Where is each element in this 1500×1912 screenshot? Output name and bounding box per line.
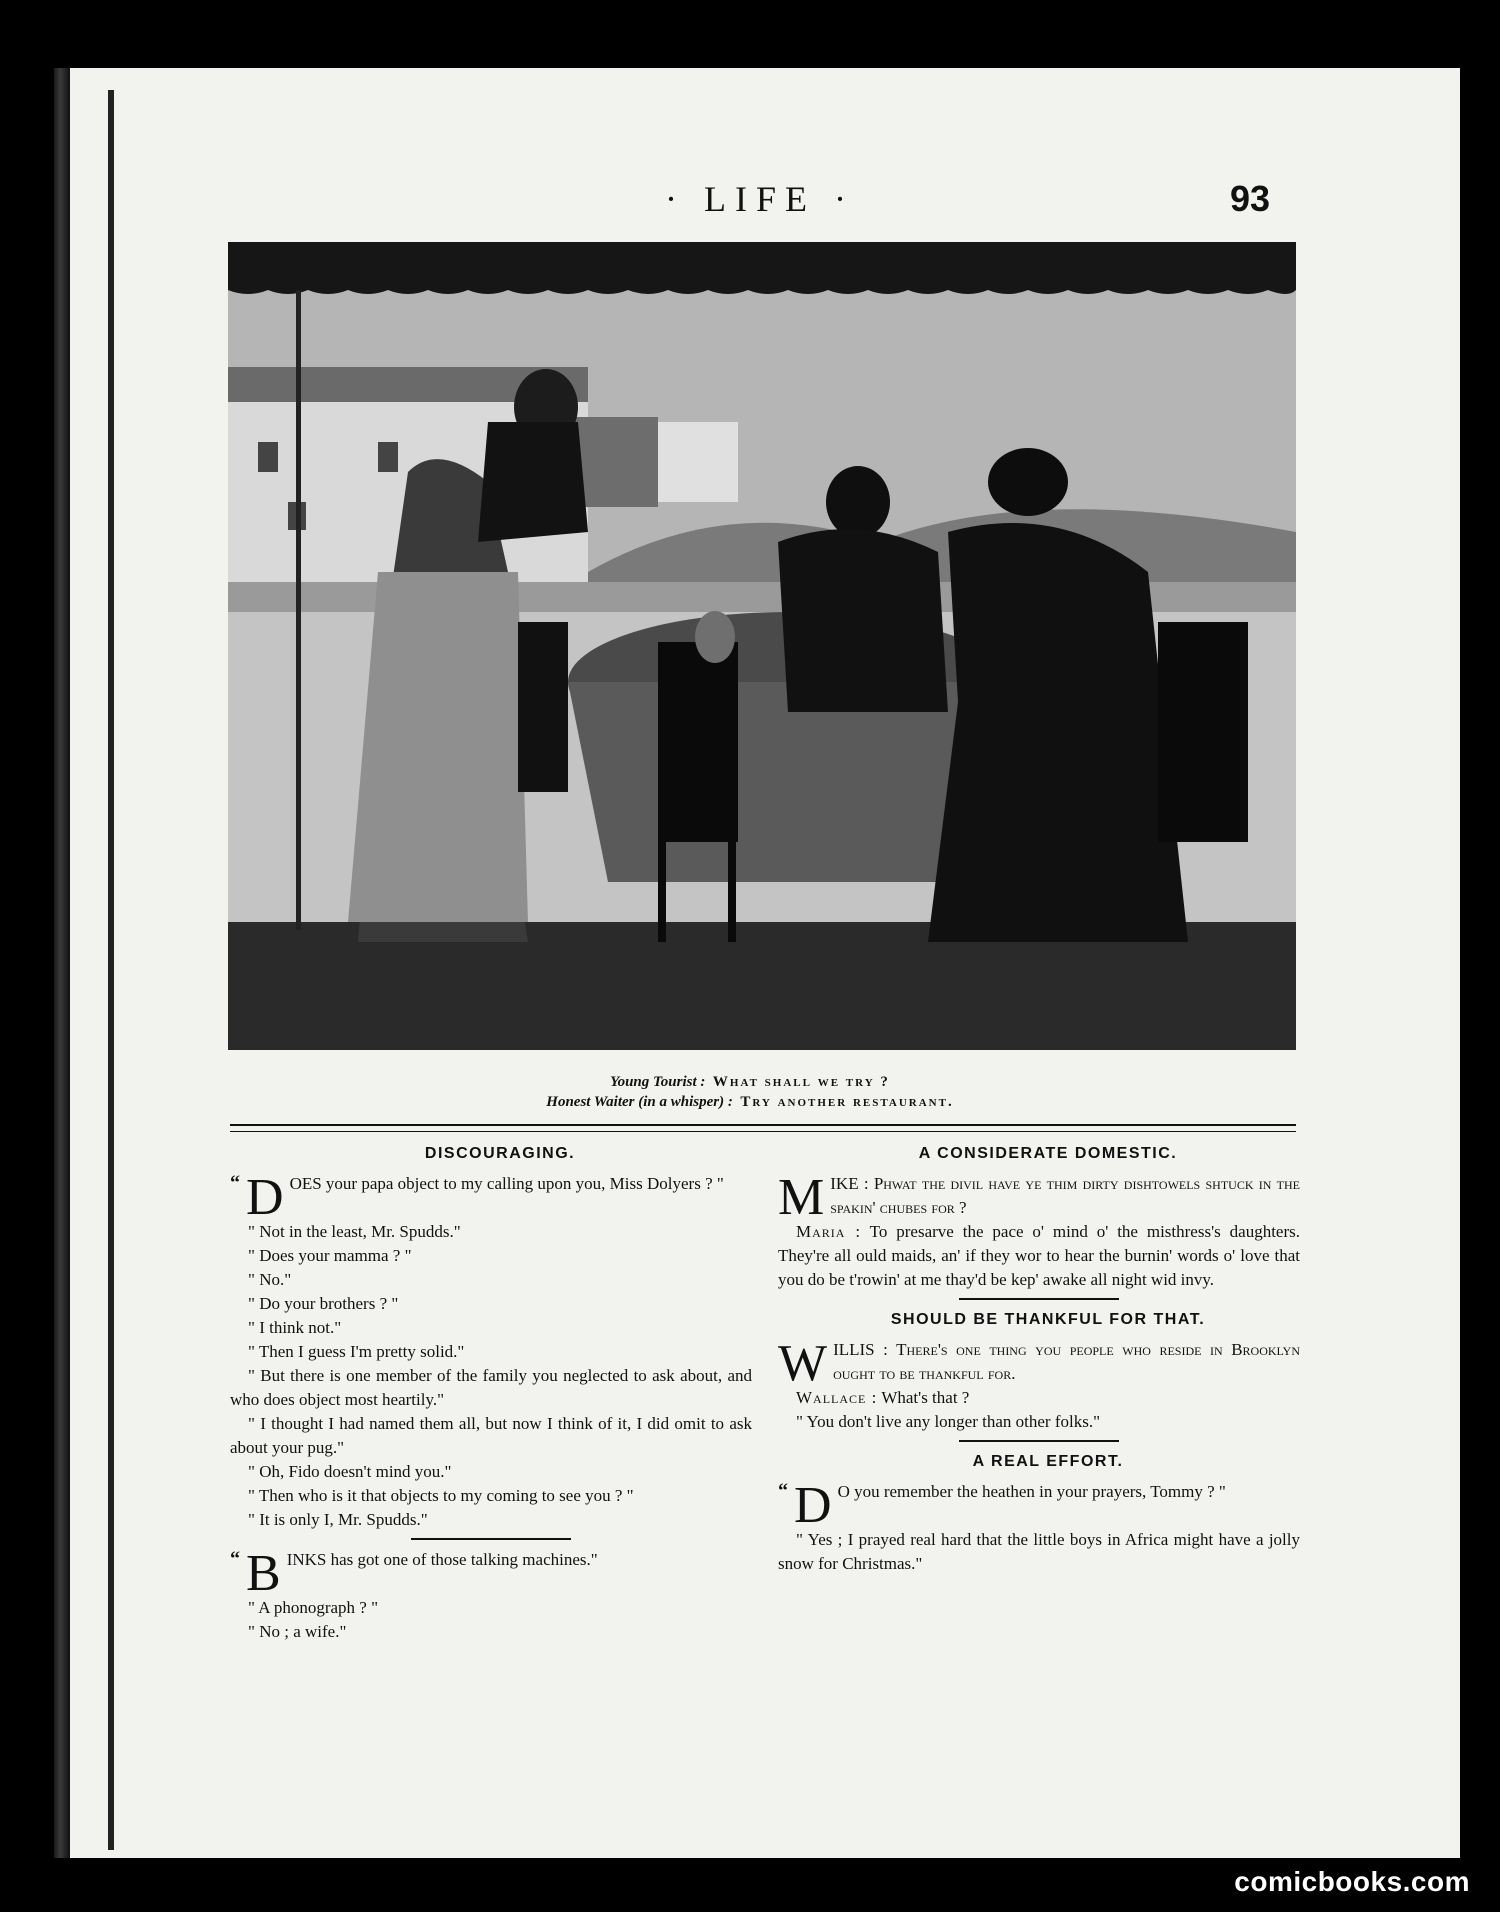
- domestic-mike-line: [778, 1169, 1300, 1226]
- dropcap-w: W: [778, 1335, 828, 1392]
- thankful-third: " You don't live any longer than other folks.": [796, 1412, 1101, 1431]
- effort-first: O you remember the heathen in your prayers, Tommy ? ": [837, 1482, 1226, 1501]
- speaker-maria: Maria :: [796, 1222, 862, 1241]
- effort-second: " Yes ; I prayed real hard that the little boys in Africa might have a jolly snow for Christmas.": [778, 1530, 1300, 1573]
- caption-text-1: What shall we try ?: [712, 1074, 890, 1090]
- page-binding-shadow: [54, 68, 70, 1858]
- site-watermark: comicbooks.com: [1234, 1866, 1470, 1897]
- heading-considerate-domestic: A CONSIDERATE DOMESTIC.: [918, 1145, 1178, 1162]
- discouraging-line-8: " But there is one member of the family you neglected to ask about, and who does object most heartily.": [230, 1366, 752, 1409]
- discouraging-line-6: " I think not.": [248, 1318, 342, 1337]
- discouraging-line-9: " I thought I had named them all, but now I think of it, I did omit to ask about your pug.": [230, 1414, 752, 1457]
- caption-line-2: [0, 1092, 1500, 1112]
- article-binks: [230, 1545, 752, 1644]
- discouraging-line-2: " Not in the least, Mr. Spudds.": [248, 1222, 461, 1241]
- caption-speaker-2: Honest Waiter (in a whisper) :: [546, 1094, 733, 1110]
- discouraging-line-10: " Oh, Fido doesn't mind you.": [248, 1462, 452, 1481]
- discouraging-line-4: " No.": [248, 1270, 292, 1289]
- dropcap-m: M: [778, 1169, 825, 1226]
- thankful-second: What's that ?: [881, 1388, 970, 1407]
- opening-quote-mark: “: [230, 1172, 240, 1194]
- restaurant-scene-drawing: [228, 242, 1296, 1050]
- left-column: [230, 1142, 752, 1644]
- gutter-line: [108, 90, 114, 1850]
- heading-discouraging: DISCOURAGING.: [424, 1145, 576, 1162]
- right-column: [778, 1142, 1300, 1576]
- thankful-wallace-line: [778, 1386, 1300, 1410]
- domestic-maria-line: [778, 1220, 1300, 1292]
- caption-line-1: [0, 1072, 1500, 1092]
- section-separator: [959, 1298, 1119, 1300]
- page-edge: [1460, 68, 1500, 1858]
- effort-opening: [778, 1477, 1300, 1534]
- binks-opening: [230, 1545, 752, 1602]
- section-separator: [959, 1440, 1119, 1442]
- discouraging-opening: [230, 1169, 752, 1226]
- thankful-willis-line: [778, 1335, 1300, 1392]
- cartoon-illustration: [228, 242, 1296, 1050]
- page-number: 93: [1230, 178, 1271, 219]
- domestic-second: To presarve the pace o' mind o' the misthress's daughters. They're all ould maids, an' if they wor to hear the burnin' words o' love that you do be t'rowin' at me thay'd be kep' awake all night wid invy.: [778, 1222, 1300, 1289]
- double-rule: [230, 1124, 1296, 1132]
- thankful-first: ILLIS : There's one thing you people who reside in Brooklyn ought to be thankful for.: [833, 1340, 1300, 1383]
- discouraging-line-12: " It is only I, Mr. Spudds.": [248, 1510, 428, 1529]
- dropcap-d: D: [794, 1477, 832, 1534]
- caption-speaker-1: Young Tourist :: [610, 1074, 706, 1090]
- dropcap-d: D: [246, 1169, 284, 1226]
- caption-text-2: Try another restaurant.: [740, 1094, 954, 1110]
- discouraging-line-1: OES your papa object to my calling upon you, Miss Dolyers ? ": [289, 1174, 724, 1193]
- binks-line-2: " A phonograph ? ": [248, 1598, 379, 1617]
- domestic-first: IKE : Phwat the divil have ye thim dirty dishtowels shtuck in the spakin' chubes for ?: [830, 1174, 1300, 1217]
- running-head: · LIFE ·: [665, 179, 855, 219]
- speaker-wallace: Wallace :: [796, 1388, 878, 1407]
- discouraging-line-3: " Does your mamma ? ": [248, 1246, 412, 1265]
- article-domestic: [778, 1169, 1300, 1292]
- heading-should-be-thankful: SHOULD BE THANKFUL FOR THAT.: [890, 1311, 1206, 1328]
- section-separator: [411, 1538, 571, 1540]
- binks-line-3: " No ; a wife.": [248, 1622, 347, 1641]
- page-header: [0, 178, 1500, 238]
- article-thankful: [778, 1335, 1300, 1434]
- opening-quote-mark: “: [230, 1548, 240, 1570]
- discouraging-line-11: " Then who is it that objects to my coming to see you ? ": [248, 1486, 634, 1505]
- article-effort: [778, 1477, 1300, 1576]
- opening-quote-mark: “: [778, 1480, 788, 1502]
- dropcap-b: B: [246, 1545, 281, 1602]
- discouraging-line-7: " Then I guess I'm pretty solid.": [248, 1342, 465, 1361]
- article-discouraging: [230, 1169, 752, 1532]
- illustration-caption: [0, 1072, 1500, 1112]
- discouraging-line-5: " Do your brothers ? ": [248, 1294, 399, 1313]
- heading-real-effort: A REAL EFFORT.: [972, 1453, 1124, 1470]
- binks-line-1: INKS has got one of those talking machines.": [286, 1550, 598, 1569]
